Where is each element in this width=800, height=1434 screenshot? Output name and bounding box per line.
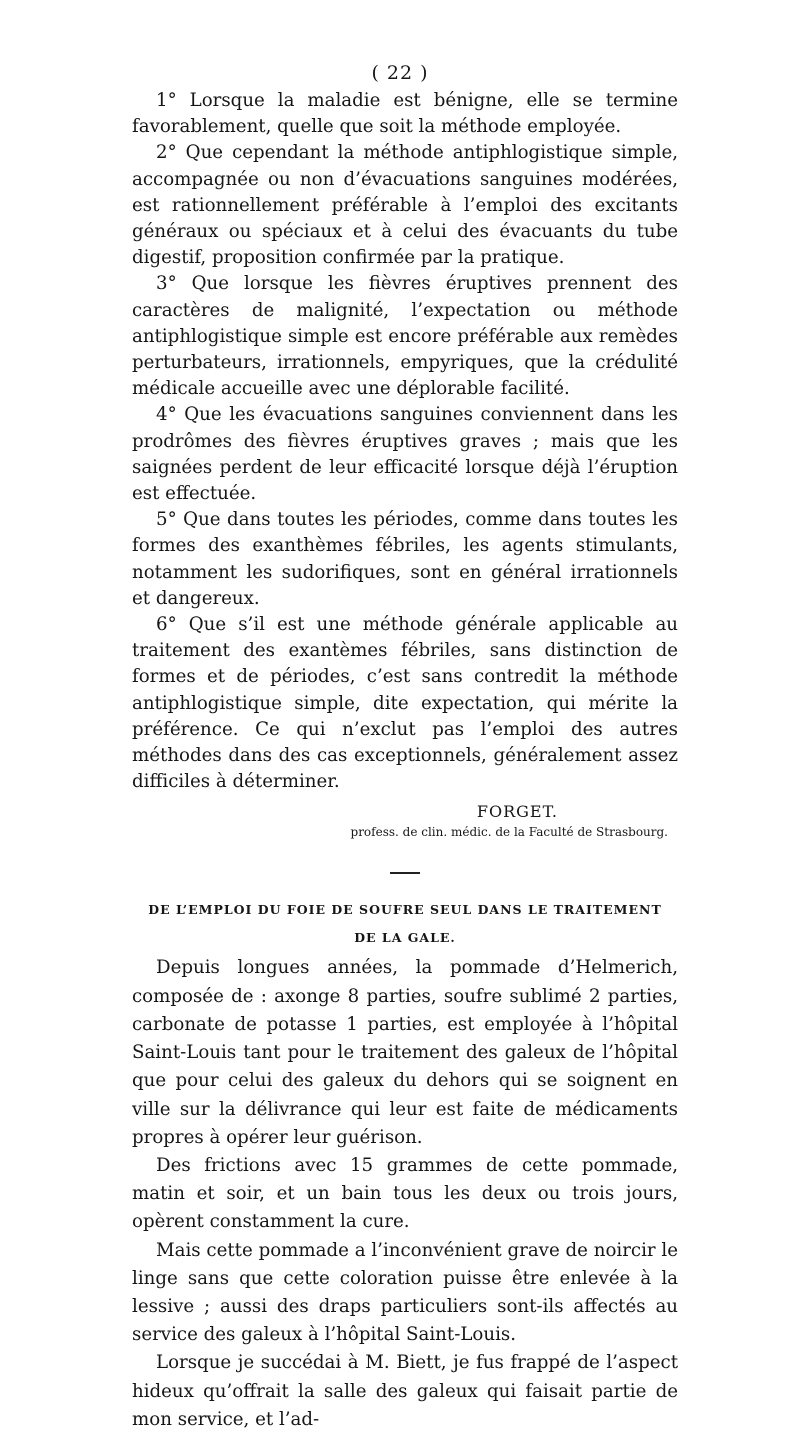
section-title-line-1: DE L’EMPLOI DU FOIE DE SOUFRE SEUL DANS LE TRAITEMENT — [148, 902, 662, 918]
conclusion-paragraph: 1° Lorsque la maladie est bénigne, elle se termine favorablement, quelle que soit la méthode employée. — [132, 90, 678, 138]
page-number: ( 22 ) — [371, 62, 429, 84]
conclusion-paragraph: 4° Que les évacuations sanguines conviennent dans les prodrômes des fièvres éruptives graves ; mais que les saignées perdent de leur efficacité lorsque déjà l’éruption est effectuée. — [132, 404, 678, 505]
conclusion-paragraph: 2° Que cependant la méthode antiphlogistique simple, accompagnée ou non d’évacuations sanguines modérées, est rationnellement préférable à l’emploi des excitants généraux ou spéciaux et à celui des évacuants du tube digestif, proposition confirmée par la pratique. — [132, 142, 678, 269]
conclusion-paragraph: 3° Que lorsque les fièvres éruptives prennent des caractères de malignité, l’expectation ou méthode antiphlogistique simple est encore préférable aux remèdes perturbateurs, irrationnels, empyriques, que la crédulité médicale accueille avec une déplorable facilité. — [132, 273, 678, 400]
author-signature: FORGET. — [476, 802, 558, 822]
section-title-line-2: DE LA GALE. — [354, 930, 456, 946]
section-paragraph: Des frictions avec 15 grammes de cette pommade, matin et soir, et un bain tous les deux ou trois jours, opèrent constamment la cure. — [132, 1154, 678, 1233]
section-paragraph: Mais cette pommade a l’inconvénient grave de noircir le linge sans que cette coloration puisse être enlevée à la lessive ; aussi des draps particuliers sont-ils affectés au service des galeux à l’hôpital Saint-Louis. — [132, 1239, 678, 1346]
conclusion-paragraph: 5° Que dans toutes les périodes, comme dans toutes les formes des exanthèmes fébriles, les agents stimulants, notamment les sudorifiques, sont en général irrationnels et dangereux. — [132, 509, 678, 609]
section-paragraph: Depuis longues années, la pommade d’Helmerich, composée de : axonge 8 parties, soufre sublimé 2 parties, carbonate de potasse 1 parties, est employée à l’hôpital Saint-Louis tant pour le traitement des galeux de l’hôpital que pour celui des galeux du dehors qui se soignent en ville sur la délivrance qui leur est faite de médicaments propres à opérer leur guérison. — [132, 957, 678, 1148]
author-title: profess. de clin. médic. de la Faculté de Strasbourg. — [350, 825, 668, 840]
section-paragraph: Lorsque je succédai à M. Biett, je fus frappé de l’aspect hideux qu’offrait la salle des galeux qui faisait partie de mon service, et l’ad- — [132, 1352, 678, 1430]
section-divider — [390, 872, 420, 874]
section-body — [132, 954, 678, 1433]
conclusion-paragraph: 6° Que s’il est une méthode générale applicable au traitement des exantèmes fébriles, sans distinction de formes et de périodes, c’est sans contredit la méthode antiphlogistique simple, dite expectation, qui mérite la préférence. Ce qui n’exclut pas l’emploi des autres méthodes dans des cas exceptionnels, généralement assez difficiles à déterminer. — [132, 614, 678, 793]
page-body — [132, 88, 678, 1434]
